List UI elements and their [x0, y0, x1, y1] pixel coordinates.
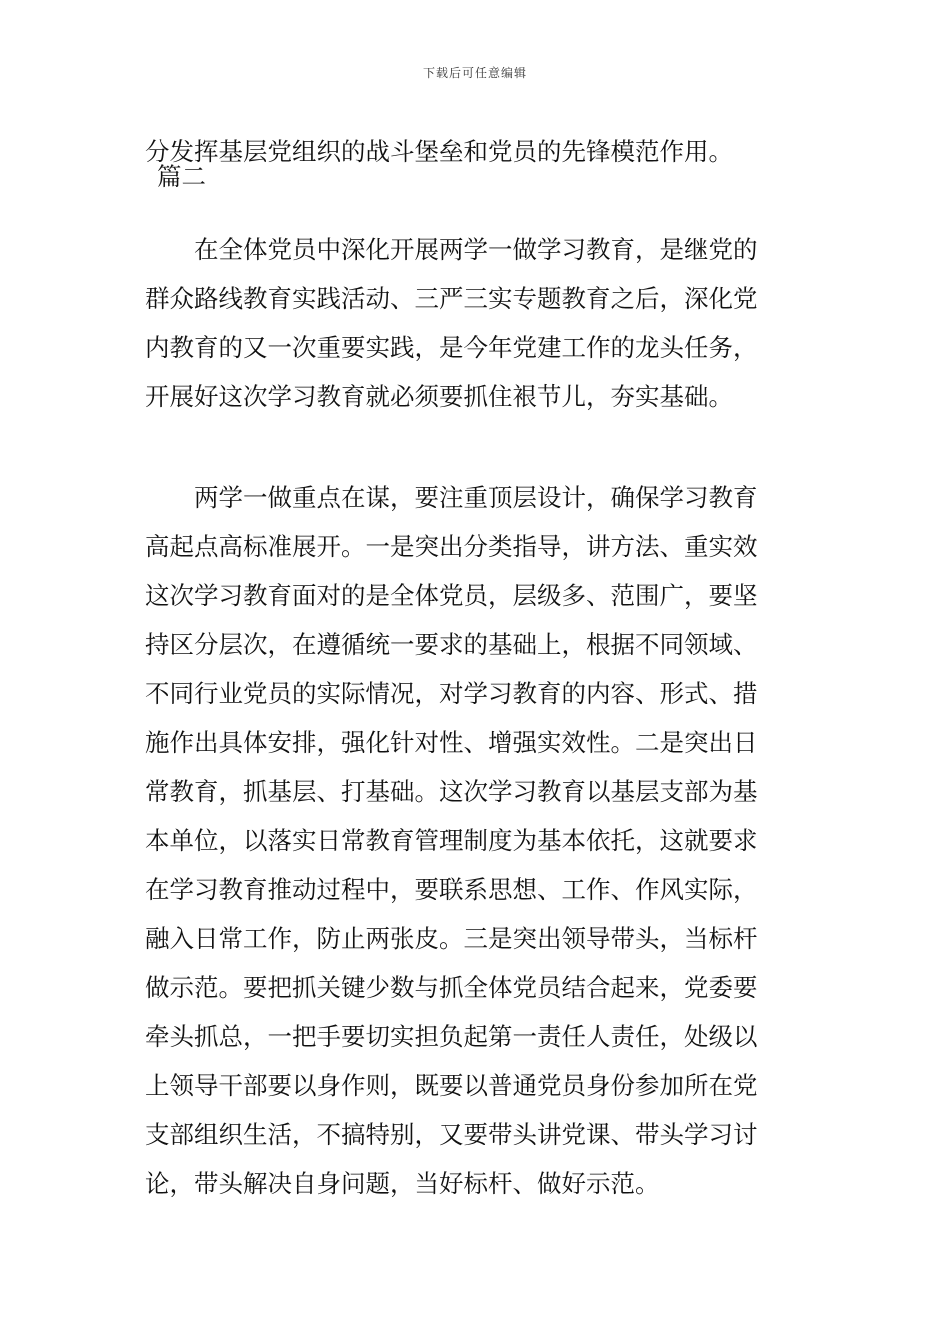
text-line: 本单位，以落实日常教育管理制度为基本依托，这就要求: [145, 826, 758, 855]
text-line: 论，带头解决自身问题，当好标杆、做好示范。: [145, 1169, 660, 1198]
text-line: 在全体党员中深化开展两学一做学习教育，是继党的: [145, 235, 758, 264]
text-line: 开展好这次学习教育就必须要抓住裉节儿，夯实基础。: [145, 382, 733, 411]
text-line: 牵头抓总，一把手要切实担负起第一责任人责任，处级以: [145, 1022, 758, 1051]
text-line: 在学习教育推动过程中，要联系思想、工作、作风实际，: [145, 875, 758, 904]
text-line: 不同行业党员的实际情况，对学习教育的内容、形式、措: [145, 679, 758, 708]
page-header: 下载后可任意编辑: [422, 66, 527, 80]
section-heading: 篇二: [157, 162, 206, 191]
text-line: 上领导干部要以身作则，既要以普通党员身份参加所在党: [145, 1071, 758, 1100]
paragraph-1: [145, 225, 807, 421]
paragraph-2: [145, 473, 807, 1208]
text-line: 持区分层次，在遵循统一要求的基础上，根据不同领域、: [145, 630, 758, 659]
continuation-paragraph: [145, 127, 807, 176]
text-line: 两学一做重点在谋，要注重顶层设计，确保学习教育: [145, 483, 758, 512]
text-line: 分发挥基层党组织的战斗堡垒和党员的先锋模范作用。: [145, 137, 733, 166]
text-line: 高起点高标准展开。一是突出分类指导，讲方法、重实效: [145, 532, 758, 561]
text-line: 群众路线教育实践活动、三严三实专题教育之后，深化党: [145, 284, 758, 313]
text-line: 这次学习教育面对的是全体党员，层级多、范围广，要坚: [145, 581, 758, 610]
text-line: 支部组织生活，不搞特别，又要带头讲党课、带头学习讨: [145, 1120, 758, 1149]
text-line: 施作出具体安排，强化针对性、增强实效性。二是突出日: [145, 728, 758, 757]
text-line: 做示范。要把抓关键少数与抓全体党员结合起来，党委要: [145, 973, 758, 1002]
text-line: 融入日常工作，防止两张皮。三是突出领导带头，当标杆: [145, 924, 758, 953]
text-line: 内教育的又一次重要实践，是今年党建工作的龙头任务，: [145, 333, 758, 362]
text-line: 常教育，抓基层、打基础。这次学习教育以基层支部为基: [145, 777, 758, 806]
